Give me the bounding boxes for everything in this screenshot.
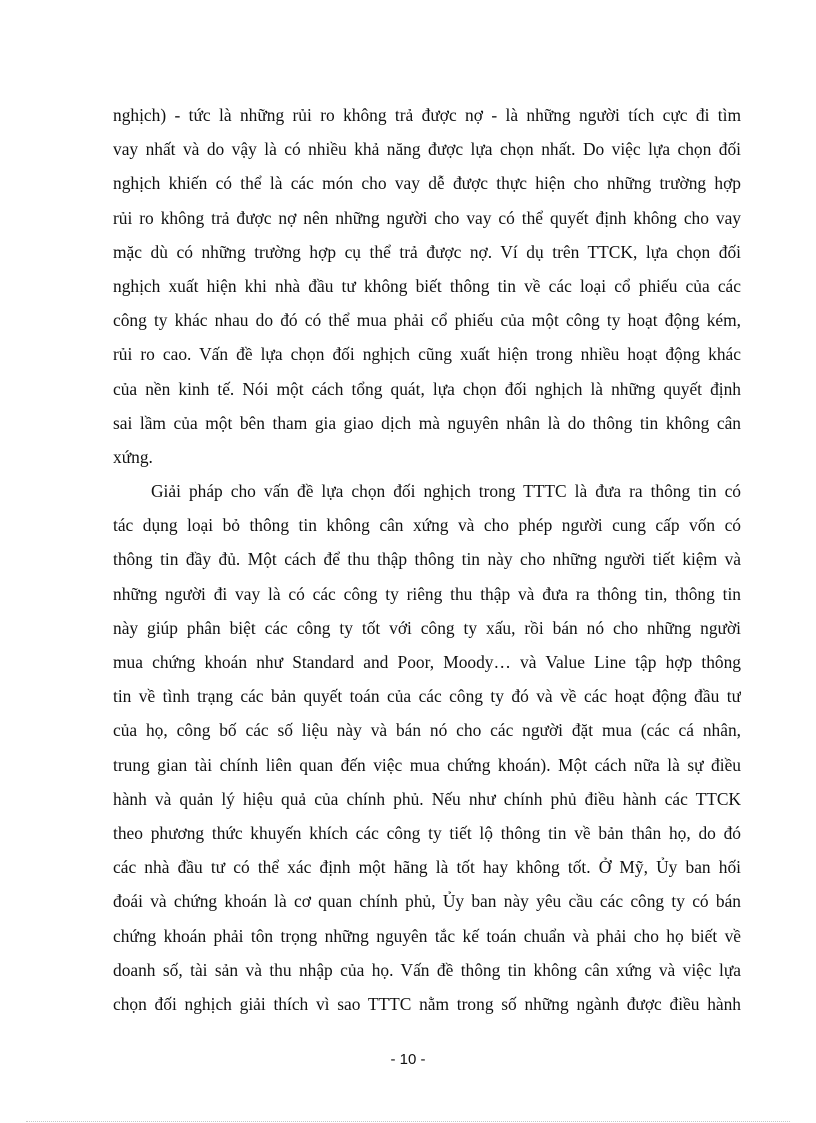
- text-line: rủi ro cao. Vấn đề lựa chọn đối nghịch cũng xuất hiện trong nhiều hoạt động khác: [113, 344, 741, 365]
- text-line: nghịch xuất hiện khi nhà đầu tư không biết thông tin về các loại cổ phiếu của các: [113, 275, 741, 296]
- text-line: đoái và chứng khoán là cơ quan chính phủ, Ủy ban này yêu cầu các công ty có bán: [113, 891, 741, 912]
- text-line: này giúp phân biệt các công ty tốt với công ty xấu, rồi bán nó cho những người: [113, 617, 741, 638]
- text-line: nghịch khiến có thể là các món cho vay dễ được thực hiện cho những trường hợp: [113, 173, 741, 194]
- paragraph-2: [113, 474, 741, 1021]
- text-line: mặc dù có những trường hợp cụ thể trả được nợ. Ví dụ trên TTCK, lựa chọn đối: [113, 241, 741, 262]
- text-line: Giải pháp cho vấn đề lựa chọn đối nghịch trong TTTC là đưa ra thông tin có: [151, 481, 741, 502]
- text-line: trung gian tài chính liên quan đến việc mua chứng khoán). Một cách nữa là sự điều: [113, 754, 741, 775]
- text-line: nghịch) - tức là những rủi ro không trả được nợ - là những người tích cực đi tìm: [113, 105, 741, 125]
- text-line: chọn đối nghịch giải thích vì sao TTTC nằm trong số những ngành được điều hành: [113, 993, 741, 1014]
- text-line: chứng khoán phải tôn trọng những nguyên tắc kế toán chuẩn và phải cho họ biết về: [113, 925, 741, 946]
- text-line: những người đi vay là có các công ty riêng thu thập và đưa ra thông tin, thông tin: [113, 583, 741, 604]
- text-line: doanh số, tài sản và thu nhập của họ. Vấn đề thông tin không cân xứng và việc lựa: [113, 959, 741, 980]
- text-line: hành và quản lý hiệu quả của chính phủ. Nếu như chính phủ điều hành các TTCK: [113, 788, 741, 809]
- text-line: công ty khác nhau do đó có thể mua phải cổ phiếu của một công ty hoạt động kém,: [113, 310, 741, 331]
- text-line: tin về tình trạng các bản quyết toán của các công ty đó và về các hoạt động đầu tư: [113, 686, 741, 707]
- page-number: - 10 -: [390, 1051, 426, 1068]
- text-line: của nền kinh tế. Nói một cách tổng quát, lựa chọn đối nghịch là những quyết định: [113, 378, 741, 399]
- footer-divider: [26, 1121, 790, 1122]
- text-line: rủi ro không trả được nợ nên những người cho vay có thể quyết định không cho vay: [113, 207, 741, 228]
- text-line: theo phương thức khuyến khích các công ty tiết lộ thông tin về bản thân họ, do đó: [113, 822, 741, 843]
- text-line: xứng.: [113, 446, 153, 467]
- text-line: mua chứng khoán như Standard and Poor, Moody… và Value Line tập hợp thông: [113, 652, 741, 672]
- paragraph-1: [113, 98, 741, 474]
- text-line: vay nhất và do vậy là có nhiều khả năng được lựa chọn nhất. Do việc lựa chọn đối: [113, 139, 741, 160]
- text-line: các nhà đầu tư có thể xác định một hãng là tốt hay không tốt. Ở Mỹ, Ủy ban hối: [113, 857, 741, 878]
- text-line: của họ, công bố các số liệu này và bán nó cho các người đặt mua (các cá nhân,: [113, 720, 741, 741]
- text-line: sai lầm của một bên tham gia giao dịch mà nguyên nhân là do thông tin không cân: [113, 412, 741, 433]
- text-line: thông tin đầy đủ. Một cách để thu thập thông tin này cho những người tiết kiệm và: [113, 549, 741, 570]
- document-body: [113, 98, 741, 1021]
- text-line: tác dụng loại bỏ thông tin không cân xứng và cho phép người cung cấp vốn có: [113, 515, 741, 536]
